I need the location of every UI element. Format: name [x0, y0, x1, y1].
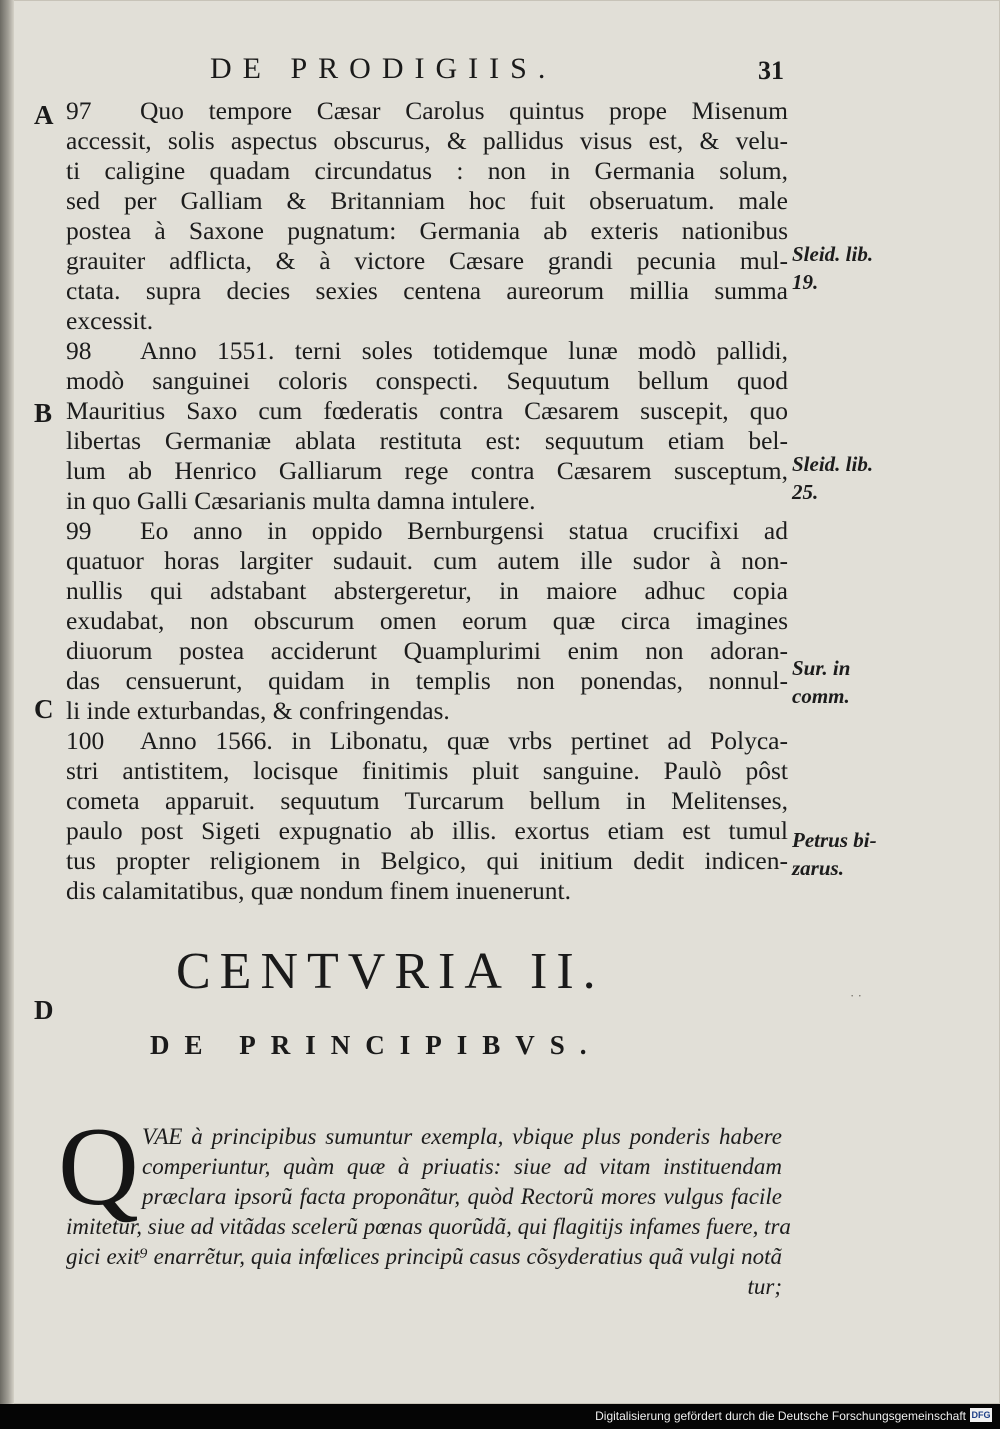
line-text: Anno 1551. terni soles totidemque lunæ modò pallidi,	[140, 336, 788, 365]
section-title: CENTVRIA II.	[176, 943, 605, 1000]
margin-letter-b: B	[34, 398, 53, 428]
intro-line: gici exit⁹ enarrẽtur, quia infœlices principũ casus cõsyderatius quã vulgi notã	[66, 1244, 782, 1269]
side-note-line: Sur. in	[792, 656, 851, 680]
text-line	[66, 96, 788, 126]
line-text: Mauritius Saxo cum fœderatis contra Cæsarem suscepit, quo	[66, 396, 788, 425]
side-note-sur-comm	[792, 654, 850, 710]
text-line	[66, 366, 788, 396]
text-line	[66, 756, 788, 786]
footer-bar	[0, 1404, 1000, 1429]
line-text: dis calamitatibus, quæ nondum finem inuenerunt.	[66, 876, 571, 905]
line-text: das censuerunt, quidam in templis non ponendas, nonnul-	[66, 666, 788, 695]
running-head: DE PRODIGIIS.	[210, 52, 557, 85]
text-line	[66, 336, 788, 366]
text-line	[66, 876, 788, 906]
text-line	[66, 696, 788, 726]
text-line	[66, 426, 788, 456]
text-line	[66, 666, 788, 696]
entry-number: 98	[66, 336, 92, 365]
line-text: stri antistitem, locisque finitimis pluit sanguine. Paulò pôst	[66, 756, 788, 785]
entry-number: 97	[66, 96, 92, 125]
line-text: exudabat, non obscurum omen eorum quæ circa imagines	[66, 606, 788, 635]
intro-line: imitetur, siue ad vitãdas scelerũ pœnas quorũdã, qui flagitijs infames fuere, tra	[66, 1214, 791, 1239]
line-text: paulo post Sigeti expugnatio ab illis. exortus etiam est tumul	[66, 816, 788, 845]
text-line	[66, 306, 788, 336]
line-text: quatuor horas largiter sudauit. cum autem ille sudor à non-	[66, 546, 788, 575]
side-note-sleid-25	[792, 450, 873, 506]
page-gutter-edge	[0, 0, 14, 1404]
text-line	[66, 186, 788, 216]
line-text: modò sanguinei coloris conspecti. Sequutum bellum quod	[66, 366, 788, 395]
text-line	[66, 126, 788, 156]
text-line	[66, 246, 788, 276]
text-line	[66, 516, 788, 546]
side-note-line: Sleid. lib.	[792, 242, 874, 266]
text-line	[66, 786, 788, 816]
dropcap-initial: Q	[58, 1105, 139, 1229]
entry-number: 100	[66, 726, 105, 755]
text-line	[66, 636, 788, 666]
funding-credit: Digitalisierung gefördert durch die Deutsche Forschungsgemeinschaft	[595, 1409, 966, 1423]
entry-number: 99	[66, 516, 92, 545]
intro-line: comperiuntur, quàm quæ à priuatis: siue ad vitam instituendam	[142, 1154, 782, 1179]
side-note-line: 19.	[792, 270, 819, 294]
intro-line: tur;	[747, 1274, 782, 1299]
line-text: cometa apparuit. sequutum Turcarum bellum in Melitenses,	[66, 786, 788, 815]
line-text: diuorum postea acciderunt Quamplurimi enim non adoran-	[66, 636, 788, 665]
line-text: sed per Galliam & Britanniam hoc fuit obseruatum. male	[66, 186, 788, 215]
side-note-line: comm.	[792, 684, 850, 708]
margin-letter-a: A	[34, 100, 54, 130]
line-text: ctata. supra decies sexies centena aureorum millia summa	[66, 276, 788, 305]
text-line	[66, 816, 788, 846]
line-text: postea à Saxone pugnatum: Germania ab exteris nationibus	[66, 216, 788, 245]
side-note-line: Sleid. lib.	[792, 452, 874, 476]
line-text: Quo tempore Cæsar Carolus quintus prope Misenum	[140, 96, 788, 125]
side-note-sleid-19	[792, 240, 873, 296]
ink-specks-decoration: · ·	[850, 988, 862, 1003]
line-text: nullis qui adstabant abstergeretur, in maiore adhuc copia	[66, 576, 788, 605]
text-line	[66, 216, 788, 246]
margin-letter-c: C	[34, 694, 54, 724]
intro-line: VAE à principibus sumuntur exempla, vbique plus ponderis habere	[142, 1124, 782, 1149]
text-line	[66, 606, 788, 636]
dfg-logo: DFG	[971, 1410, 991, 1420]
line-text: excessit.	[66, 306, 154, 335]
margin-letter-d: D	[34, 995, 54, 1025]
side-note-petrus-bizarus	[792, 826, 877, 882]
text-line	[66, 576, 788, 606]
text-line	[66, 846, 788, 876]
text-line	[66, 546, 788, 576]
intro-line: præclara ipsorũ facta proponãtur, quòd Rectorũ mores vulgus facile	[142, 1184, 782, 1209]
line-text: Anno 1566. in Libonatu, quæ vrbs pertinet ad Polyca-	[140, 726, 788, 755]
page-number: 31	[758, 56, 784, 85]
line-text: li inde exturbandas, & confringendas.	[66, 696, 450, 725]
text-line	[66, 396, 788, 426]
line-text: lum ab Henrico Galliarum rege contra Cæsarem susceptum,	[66, 456, 788, 485]
line-text: libertas Germaniæ ablata restituta est: sequutum etiam bel-	[66, 426, 788, 455]
line-text: accessit, solis aspectus obscurus, & pallidus visus est, & velu-	[66, 126, 788, 155]
text-line	[66, 276, 788, 306]
line-text: tus propter religionem in Belgico, qui initium dedit indicen-	[66, 846, 788, 875]
side-note-line: Petrus bi-	[792, 828, 877, 852]
line-text: in quo Galli Cæsarianis multa damna intulere.	[66, 486, 536, 515]
side-note-line: 25.	[792, 480, 819, 504]
intro-paragraph	[66, 1122, 791, 1302]
text-line	[66, 726, 788, 756]
text-line	[66, 456, 788, 486]
section-subtitle: DE PRINCIPIBVS.	[150, 1030, 602, 1060]
line-text: Eo anno in oppido Bernburgensi statua crucifixi ad	[140, 516, 788, 545]
line-text: ti caligine quadam circundatus : non in Germania solum,	[66, 156, 788, 185]
prodigies-text	[66, 96, 788, 906]
text-line	[66, 486, 788, 516]
line-text: grauiter adflicta, & à victore Cæsare grandi pecunia mul-	[66, 246, 788, 275]
side-note-line: zarus.	[792, 856, 844, 880]
text-line	[66, 156, 788, 186]
